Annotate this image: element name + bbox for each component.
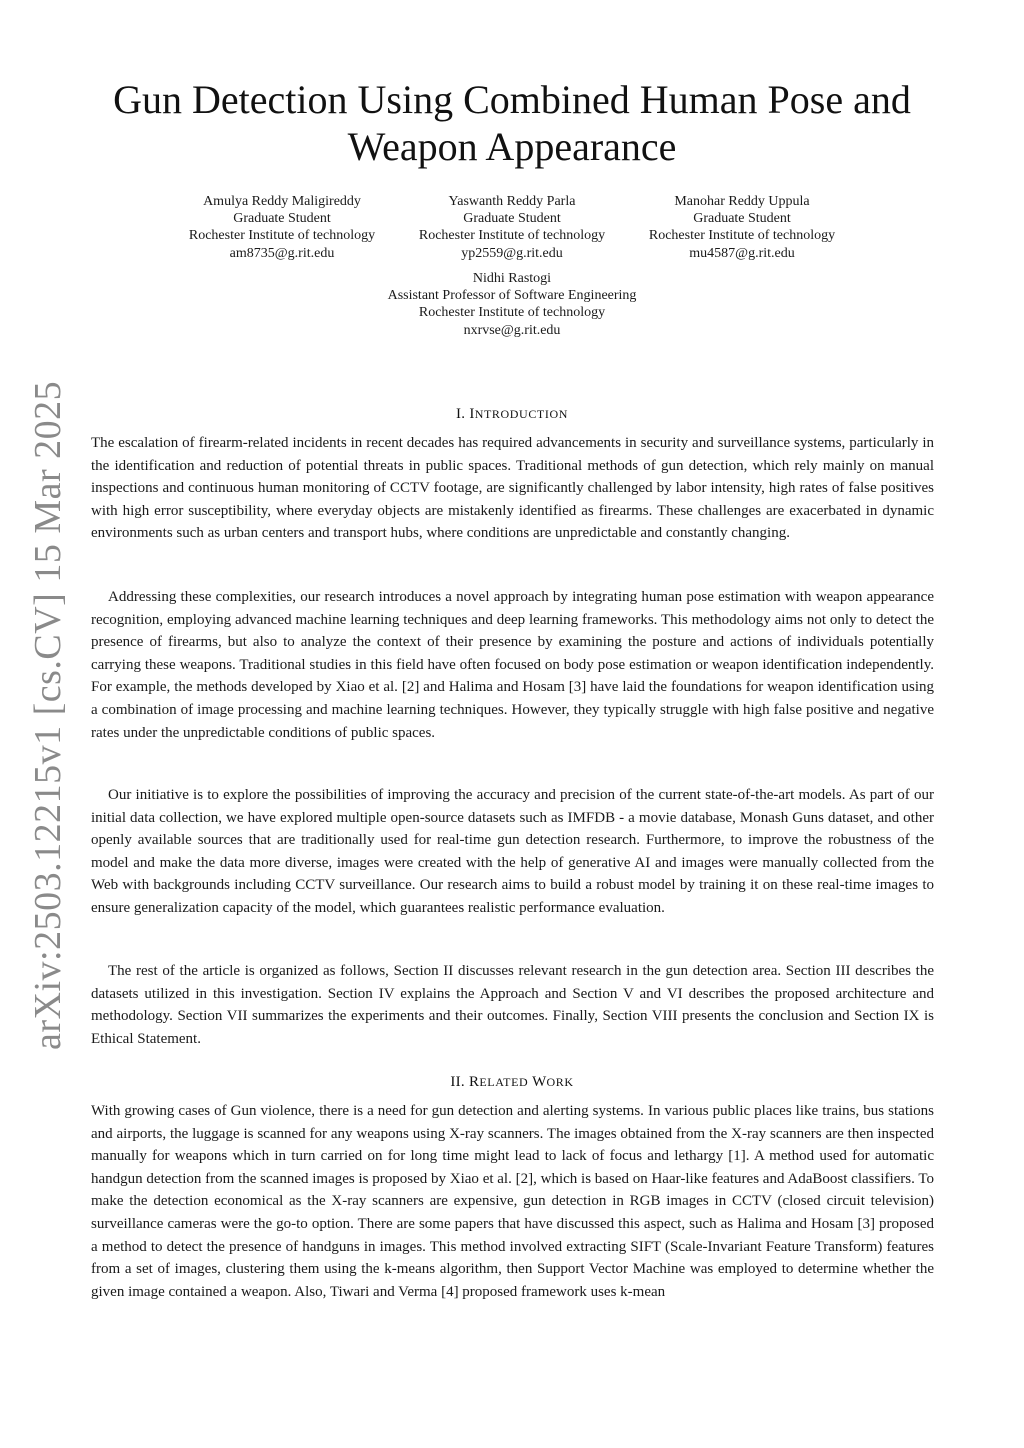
intro-paragraph-4: The rest of the article is organized as follows, Section II discusses relevant research in the gun detection area. Section III describes the datasets utilized in this investigation. Section IV explains the Approach and Section V and VI describes the proposed architecture and methodology. Section VII summarizes the experiments and their outcomes. Finally, Section VIII presents the conclusion and Section IX is Ethical Statement. [91,963,934,1047]
author-affiliation: Rochester Institute of technology [648,228,836,244]
intro-paragraph-2: Addressing these complexities, our research introduces a novel approach by integrating human pose estimation with weapon appearance recognition, employing advanced machine learning techniques and deep learning frameworks. This methodology aims not only to detect the presence of firearms, but also to analyze the context of their presence by examining the posture and actions of individuals potentially carrying these weapons. Traditional studies in this field have often focused on body pose estimation or weapon identification independently. For example, the methods developed by Xiao et al. [2] and Halima and Hosam [3] have laid the foundations for weapon identification using a combination of image processing and machine learning techniques. However, they typically struggle with high false positive and negative rates under the unpredictable conditions of public spaces. [91,589,934,741]
title-line-2: Weapon Appearance [347,124,677,169]
author-role: Assistant Professor of Software Engineering [387,288,637,304]
author-name: Amulya Reddy Maligireddy [203,194,361,209]
author-affiliation: Rochester Institute of technology [418,305,606,321]
section-title-initial: I [469,406,475,422]
author-email: am8735@g.rit.edu [229,245,335,261]
paper-title [80,76,944,170]
author-block-3 [612,193,872,262]
author-affiliation: Rochester Institute of technology [418,228,606,244]
author-name: Manohar Reddy Uppula [674,194,810,209]
title-line-1: Gun Detection Using Combined Human Pose and [113,77,911,122]
intro-paragraph-1: The escalation of firearm-related incidents in recent decades has required advancements in security and surveillance systems, particularly in the identification and reduction of potential threats in public spaces. Traditional methods of gun detection, which rely mainly on manual inspections and continuous human monitoring of CCTV footage, are significantly challenged by labor intensity, high rates of false positives with high error susceptibility, where everyday objects are mistakenly identified as firearms. These challenges are exacerbated in dynamic environments such as urban centers and transport hubs, where conditions are unpredictable and constantly changing. [91,435,934,542]
author-email: mu4587@g.rit.edu [689,245,795,261]
intro-paragraph-3: Our initiative is to explore the possibilities of improving the accuracy and precision of the current state-of-the-art models. As part of our initial data collection, we have explored multiple open-source datasets such as IMFDB - a movie database, Monash Guns dataset, and other openly available sources that are traditionally used for real-time gun detection research. Furthermore, to improve the robustness of the model and make the data more diverse, images were created with the help of generative AI and images were manually collected from the Web with backgrounds including CCTV surveillance. Our research aims to build a robust model by training it on these real-time images to ensure generalization capacity of the model, which guarantees realistic performance evaluation. [91,787,934,916]
section-numeral: II. [450,1074,465,1090]
section-title-rest: ELATED [479,1075,529,1089]
section-title-initial: W [532,1074,547,1090]
author-role: Graduate Student [693,211,791,227]
author-name: Nidhi Rastogi [472,271,552,286]
section-numeral: I. [456,406,466,422]
author-role: Graduate Student [463,211,561,227]
author-affiliation: Rochester Institute of technology [188,228,376,244]
author-block-1 [152,193,412,262]
section-title-rest: NTRODUCTION [474,407,568,421]
section-title-initial: R [469,1074,480,1090]
author-block-2 [382,193,642,262]
author-name: Yaswanth Reddy Parla [448,194,576,209]
arxiv-identifier: arXiv:2503.12215v1 [cs.CV] 15 Mar 2025 [27,380,69,1050]
author-block-4 [352,270,672,339]
author-email: nxrvse@g.rit.edu [463,322,561,338]
related-work-paragraph-1: With growing cases of Gun violence, there is a need for gun detection and alerting systems. In various public places like trains, bus stations and airports, the luggage is scanned for any weapons using X-ray scanners. The images obtained from the X-ray scanners are then inspected manually for weapons which in turn carried on for long time might lead to lack of focus and lethargy [1]. A method used for automatic handgun detection from the scanned images is proposed by Xiao et al. [2], which is based on Haar-like features and AdaBoost classifiers. To make the detection economical as the X-ray scanners are expensive, gun detection in RGB images in CCTV (closed circuit television) surveillance cameras were the go-to option. There are some papers that have discussed this aspect, such as Halima and Hosam [3] proposed a method to detect the presence of handguns in images. This method involved extracting SIFT (Scale-Invariant Feature Transform) features from a set of images, clustering them using the k-means algorithm, then Support Vector Machine was employed to determine whether the given image contained a weapon. Also, Tiwari and Verma [4] proposed framework uses k-mean [91,1103,934,1300]
author-role: Graduate Student [233,211,331,227]
section-title-rest: ORK [546,1075,574,1089]
section-heading-introduction [80,406,944,423]
author-email: yp2559@g.rit.edu [461,245,563,261]
section-heading-related-work [80,1074,944,1091]
